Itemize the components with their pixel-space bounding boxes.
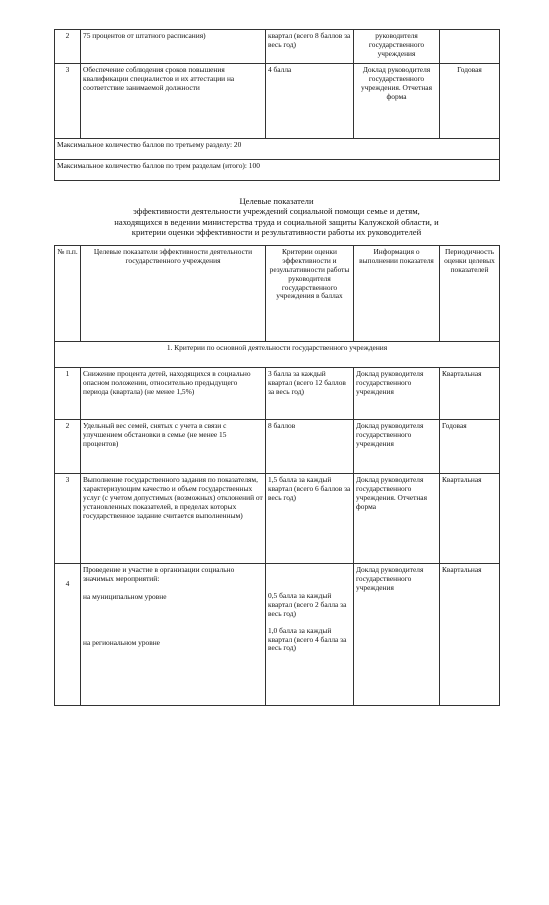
title-line: эффективности деятельности учреждений социальной помощи семье и детям,: [133, 206, 420, 217]
criteria-cell: 4 балла: [266, 64, 354, 139]
row-number: 2: [55, 30, 81, 64]
table-row: [55, 420, 500, 474]
section-title: 1. Критерии по основной деятельности государственного учреждения: [55, 342, 500, 368]
header-indicator: Целевые показатели эффективности деятельности государственного учреждения: [81, 246, 266, 342]
indicator-cell: Удельный вес семей, снятых с учета в связи с улучшением обстановки в семье (не менее 15 процентов): [81, 420, 266, 474]
info-cell: Доклад руководителя государственного учреждения: [354, 368, 440, 420]
sub-item-label: на региональном уровне: [83, 637, 160, 647]
header-period: Периодичность оценки целевых показателей: [440, 246, 500, 342]
row-number: 4: [55, 564, 81, 706]
indicator-text: Проведение и участие в организации социально значимых мероприятий:: [83, 565, 235, 583]
criteria-cell: 8 баллов: [266, 420, 354, 474]
table-row: [55, 64, 500, 139]
table-row: [55, 160, 500, 181]
table-row: [55, 474, 500, 564]
table-row: [55, 139, 500, 160]
table-header-row: [55, 246, 500, 342]
row-number: 3: [55, 474, 81, 564]
indicator-cell: Выполнение государственного задания по показателям, характеризующим качество и объем государственных услуг (с учетом допустимых (возможных) отклонений от установленных показателей, в пределах которых государственное задание считается выполненным): [81, 474, 266, 564]
header-num: № п.п.: [55, 246, 81, 342]
table-row: [55, 30, 500, 64]
table-row: [55, 368, 500, 420]
period-cell: Годовая: [440, 420, 500, 474]
header-info: Информация о выполнении показателя: [354, 246, 440, 342]
indicator-cell: 75 процентов от штатного расписания): [81, 30, 266, 64]
period-cell: Годовая: [440, 64, 500, 139]
period-cell: [440, 30, 500, 64]
sub-item-criteria: 1,0 балла за каждый квартал (всего 4 балла за весь год): [268, 625, 347, 653]
table-row: [55, 564, 500, 706]
info-cell: Доклад руководителя государственного учреждения: [354, 420, 440, 474]
period-cell: Квартальная: [440, 564, 500, 706]
total-max-score: Максимальное количество баллов по трем разделам (итого): 100: [55, 160, 500, 181]
period-cell: Квартальная: [440, 474, 500, 564]
info-cell: Доклад руководителя государственного учреждения. Отчетная форма: [354, 64, 440, 139]
indicator-cell: Снижение процента детей, находящихся в социально опасном положении, относительно предыдущего периода (квартала) (не менее 1,5%): [81, 368, 266, 420]
title-line: критерии оценки эффективности и результативности работы их руководителей: [131, 227, 422, 238]
criteria-cell: квартал (всего 8 баллов за весь год): [266, 30, 354, 64]
section-row: [55, 342, 500, 368]
criteria-cell: 3 балла за каждый квартал (всего 12 баллов за весь год): [266, 368, 354, 420]
row-number: 1: [55, 368, 81, 420]
table-continued: [54, 29, 500, 181]
indicator-cell: [81, 564, 266, 706]
section-max-score: Максимальное количество баллов по третьему разделу: 20: [55, 139, 500, 160]
document-title: [54, 196, 499, 238]
row-number: 2: [55, 420, 81, 474]
indicators-table: [54, 245, 500, 706]
sub-item-criteria: 0,5 балла за каждый квартал (всего 2 балла за весь год): [268, 591, 347, 618]
row-number: 3: [55, 64, 81, 139]
criteria-cell: 1,5 балла за каждый квартал (всего 6 баллов за весь год): [266, 474, 354, 564]
info-cell: руководителя государственного учреждения: [354, 30, 440, 64]
period-cell: Квартальная: [440, 368, 500, 420]
title-line: находящихся в ведении министерства труда и социальной защиты Калужской области, и: [114, 216, 439, 227]
indicator-cell: Обеспечение соблюдения сроков повышения квалификации специалистов и их аттестации на соответствие занимаемой должности: [81, 64, 266, 139]
criteria-cell: [266, 564, 354, 706]
info-cell: Доклад руководителя государственного учреждения. Отчетная форма: [354, 474, 440, 564]
sub-item-label: на муниципальном уровне: [83, 591, 167, 601]
title-line: Целевые показатели: [239, 196, 314, 206]
header-criteria: Критерии оценки эффективности и результативности работы руководителя государственного учреждения в баллах: [266, 246, 354, 342]
info-cell: Доклад руководителя государственного учреждения: [354, 564, 440, 706]
